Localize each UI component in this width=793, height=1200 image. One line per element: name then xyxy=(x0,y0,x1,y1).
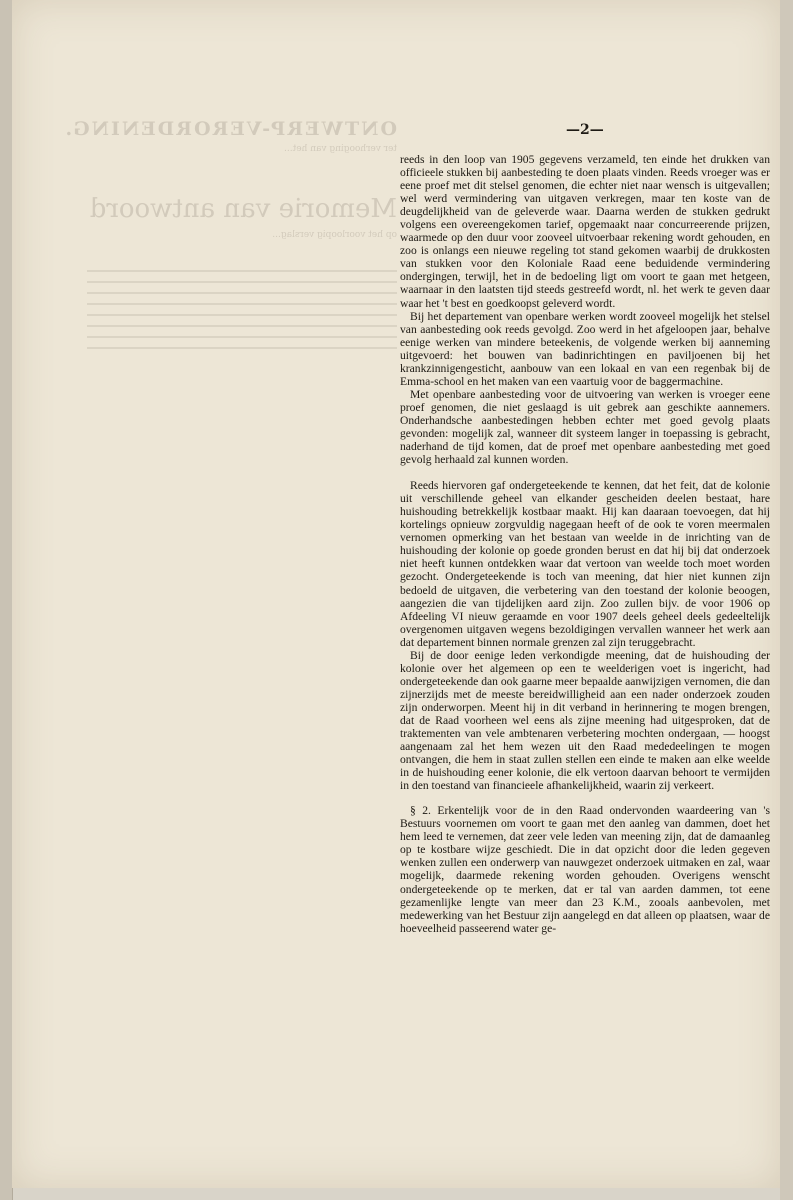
paragraph-1: reeds in den loop van 1905 gegevens verzameld, ten einde het drukken van officieele stukken bij aanbesteding te doen plaats vinden. Reeds vroeger was er eene proef met dit stelsel genomen, die echter niet naar wensch is uitgevallen; wel werd vermindering van uitgaven verkregen, maar ten koste van de deugdelijkheid van de geleverde waar. Daarna werden de stukken gedrukt volgens een overeengekomen tarief, opgemaakt naar concurreerende prijzen, waarmede op den duur voor zooveel uitvoerbaar rekening wordt gehouden, en zoo is onlangs een nieuwe regeling tot stand gekomen waarbij de drukkosten van stukken voor den Koloniale Raad eene beduidende vermindering ondergingen, terwijl, het in de bedoeling ligt om voort te gaan met hetgeen, waarnaar in den laatsten tijd steeds gestreefd wordt, nl. het werk te geven daar waar het 't best en goedkoopst geleverd wordt. xyxy=(400,153,770,310)
paragraph-5: Bij de door eenige leden verkondigde meening, dat de huishouding der kolonie over het algemeen op een te weelderigen voet is ingericht, had ondergeteekende dan ook gaarne meer bepaalde aanwijzigen vernomen, die dan zijnerzijds met de meeste bereidwilligheid aan een nader onderzoek zouden zijn onderworpen. Meent hij in dit verband in herinnering te mogen brengen, dat de Raad voorheen wel eens als zijne meening had uitgesproken, dat de traktementen van vele ambtenaren verbetering mochten ondergaan, — hoogst aangenaam zal het hem wezen uit den Raad mededeelingen te mogen ontvangen, die hem in staat zullen stellen een einde te maken aan elke weelde in de huishouding eener kolonie, die elk vertoon daarvan behoort te vermijden in den toestand van financieele afhankelijkheid, waarin zij verkeert. xyxy=(400,648,770,793)
paragraph-2: Bij het departement van openbare werken wordt zooveel mogelijk het stelsel van aanbesteding ook reeds gevolgd. Zoo werd in het afgeloopen jaar, behalve eenige werken van mindere beteekenis, de volgende werken bij aanneming uitgevoerd: het bouwen van badinrichtingen en paviljoenen bij het krankzinnigengesticht, aanbouw van een lokaal en van een regenbak bij de Emma-school en het maken van een vaartuig voor de baggermachine. xyxy=(400,309,770,388)
right-page-edge xyxy=(780,0,793,1200)
paragraph-3: Met openbare aanbesteding voor de uitvoering van werken is vroeger eene proef genomen, die niet geslaagd is uit gebrek aan geschikte aannemers. Onderhandsche aanbestedingen hebben echter met goed gevolg plaats gevonden: mogelijk zal, wanneer dit systeem langer in toepassing is gebracht, naderhand de tijd komen, dat de proef met openbare aanbesteding met goed gevolg herhaald zal kunnen worden. xyxy=(400,387,770,467)
page-number: —2— xyxy=(566,122,604,138)
paragraph-4: Reeds hiervoren gaf ondergeteekende te kennen, dat het feit, dat de kolonie uit verschillende geheel van elkander gescheiden deelen bestaat, hare huishouding betrekkelijk kostbaar maakt. Hij kan daaraan toevoegen, dat hij kortelings opnieuw zorgvuldig nagegaan heeft of de ook te voren meermalen vernomen opmerking van het bestaan van weelde in de inrichting van de huishouding der kolonie op goede gronden berust en dat hij bij dat onderzoek niet heeft kunnen ontdekken waar dat vertoon van weelde toch moet worden gezocht. Ondergeteekende is toch van meening, dat hier niet kunnen zijn bedoeld de uitgaven, die verbetering van den toestand der kolonie beoogen, aangezien die van tijdelijken aard zijn. Zoo zullen bijv. de voor 1906 op Afdeeling VI nieuw geraamde en voor 1907 deels geheel deels gedeeltelijk overgenomen uitgaven wegens bezoldigingen vervallen wanneer het werk aan dat departement binnen normale grenzen zal zijn teruggebracht. xyxy=(400,479,770,649)
bleed-through-reverse-text: ONTWERP-VERORDENING. ter verhooging van het... Memorie van antwoord op het voorloopig verslag... xyxy=(67,118,397,358)
text-column xyxy=(400,153,770,935)
paragraph-6: § 2. Erkentelijk voor de in den Raad ondervonden waardeering van 's Bestuurs voornemen om voort te gaan met den aanleg van dammen, doet het hem leed te vernemen, dat zeer vele leden van meening zijn, dat de damaanleg op te kostbare wijze geschiedt. Die in dat opzicht door die leden gegeven wenken zullen een onderwerp van nauwgezet onderzoek uitmaken en zal, waar mogelijk, daarmede rekening worden gehouden. Overigens wenscht ondergeteekende op te merken, dat er tal van aarden dammen, tot eene gezamenlijke lengte van meer dan 23 K.M., zooals aanbevolen, met medewerking van het Bestuur zijn aangelegd en dat alleen op plaatsen, waar de hoeveelheid passeerend water ge- xyxy=(400,804,770,935)
